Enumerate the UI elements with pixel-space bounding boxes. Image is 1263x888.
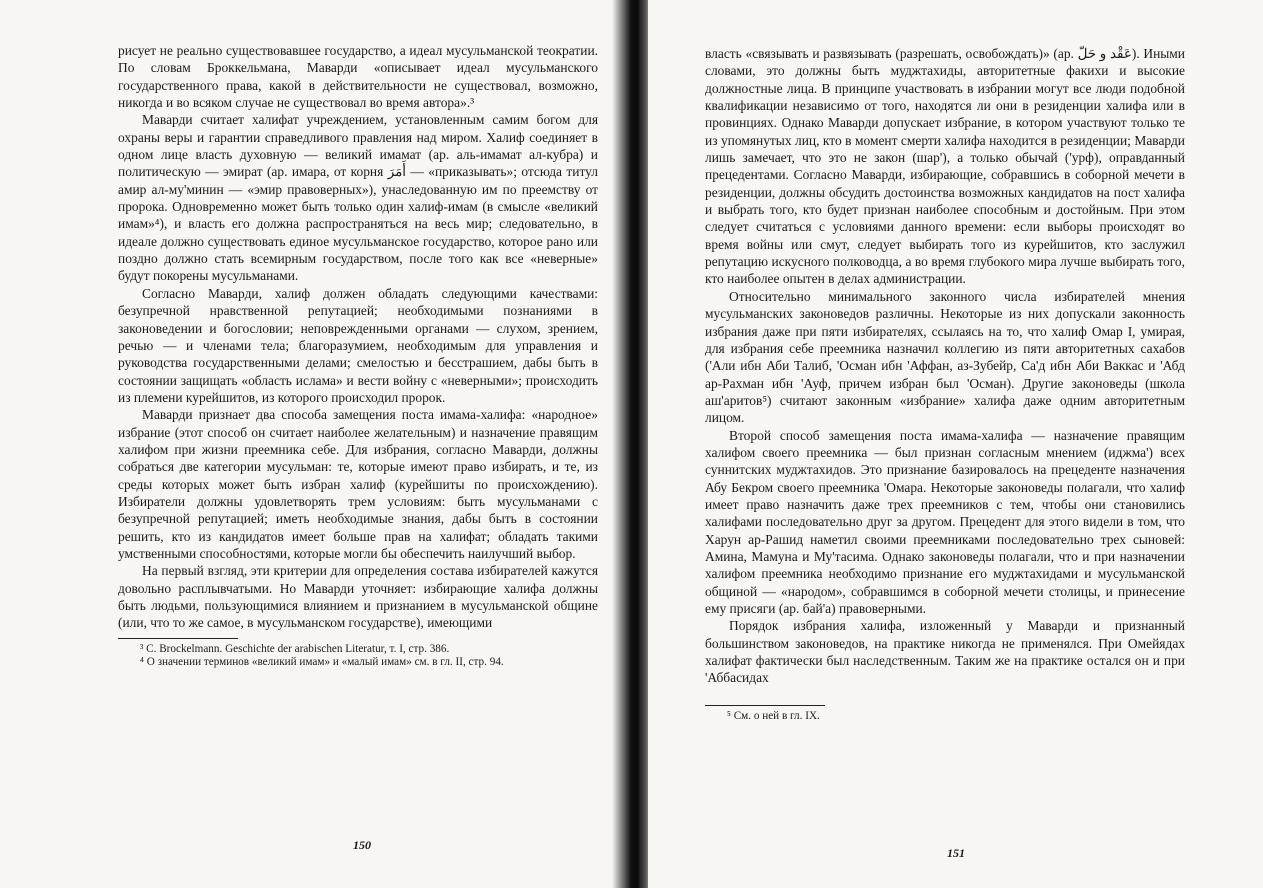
- right-text-column: [705, 45, 1185, 723]
- paragraph: рисует не реально существовавшее государство, а идеал мусульманской теократии. По словам Броккельмана, Маварди «описывает идеал мусульманского государственного права, какой в действительности не существовал, возможно, никогда и во всяком случае не существовал во время автора».³: [118, 43, 598, 111]
- paragraph: Второй способ замещения поста имама-халифа — назначение правящим халифом своего преемника — был признан согласным мнением (иджма') всех суннитских муджтахидов. Это признание базировалось на прецеденте назначения Абу Бекром своего преемника 'Омара. Некоторые законоведы полагали, что халиф имеет право назначить даже трех преемников с тем, чтобы они становились халифами последовательно друг за другом. Прецедент для этого видели в том, что Харун ар-Рашид наметил своими преемниками последовательно трех сыновей: Амина, Мамуна и Му'тасима. Однако законоведы полагали, что и при назначении халифом преемника необходимо признание его муджтахидами и мусульманской общиной — «народом», собравшимся в соборной мечети столицы, и принесение ему присяги (ар. бай'а) правоверными.: [705, 427, 1185, 616]
- paragraph: Порядок избрания халифа, изложенный у Маварди и признанный большинством законоведов, на практике никогда не применялся. При Омейядах халифат фактически был наследственным. Таким же на практике остался он и при 'Аббасидах: [705, 618, 1185, 686]
- paragraph: власть «связывать и развязывать (разрешать, освобождать)» (ар. عَقْد و حَلّ). Иными словами, это должны быть муджтахиды, авторитетные факихи и высокие должностные лица. В принципе участвовать в избрании могут все люди подобной квалификации независимо от того, находятся ли они в резиденции халифа или в провинциях. Однако Маварди допускает избрание, в котором участвуют только те из упомянутых лиц, кто в момент смерти халифа находится в резиденции; Маварди лишь замечает, что это не закон (шар'), а только обычай ('урф), оправданный прецедентами. Согласно Маварди, избирающие, собравшись в соборной мечети в резиденции, должны обсудить достоинства возможных кандидатов на пост халифа и выбрать того, кто будет признан наиболее способным и достойным. При этом следует считаться с условиями данного времени: если выборы происходят во время войны или смут, следует выбирать того из курейшитов, кто заслужил репутацию искусного полководца, а во время глубокого мира лучше выбирать того, кто наиболее опытен в делах администрации.: [705, 46, 1185, 287]
- paragraph: Согласно Маварди, халиф должен обладать следующими качествами: безупречной нравственной репутацией; необходимыми познаниями в законоведении и богословии; неповрежденными органами — слухом, зрением, речью — и членами тела; благоразумием, необходимым для управления и руководства государственными делами; смелостью и бесстрашием, дабы быть в состоянии защищать «область ислама» и вести войну с «неверными»; происходить из племени курейшитов, из которого происходил пророк.: [118, 285, 598, 405]
- footnote: ³ C. Brockelmann. Geschichte der arabischen Literatur, т. I, стр. 386.: [140, 642, 450, 655]
- paragraph: Маварди считает халифат учреждением, установленным самим богом для охраны веры и гарантии справедливого правления над миром. Халиф соединяет в одном лице власть духовную — великий имамат (ар. аль-имамат ал-кубра) и политическую — эмират (ар. имара, от корня أَمَرَ — «приказывать»; отсюда титул амир ал-му'минин — «эмир правоверных»), унаследованную им по преемству от пророка. Одновременно может быть только один халиф-имам (в смысле «великий имам»⁴), и власть его должна распространяться на весь мир; следовательно, в идеале должно существовать единое мусульманское государство, которое рано или поздно должно стать всемирным государством, после того как все «неверные» будут покорены мусульманами.: [118, 112, 598, 284]
- paragraph: Относительно минимального законного числа избирателей мнения мусульманских законоведов различны. Некоторые из них допускали законность избрания даже при пяти избирателях, ссылаясь на то, что халиф Омар I, умирая, для избрания себе преемника назначил коллегию из пяти авторитетных сахабов ('Али ибн Аби Талиб, 'Осман ибн 'Аффан, аз-Зубейр, Са'д ибн Аби Ваккас и 'Абд ар-Рахман ибн 'Ауф, причем избран был 'Осман). Другие законоведы (школа аш'аритов⁵) считают законным «избрание» халифа даже одним авторитетным лицом.: [705, 288, 1185, 426]
- footnote-divider: [705, 705, 825, 706]
- left-text-column: [118, 42, 598, 670]
- footnote: ⁵ См. о ней в гл. IX.: [727, 709, 820, 722]
- footnote-divider: [118, 638, 238, 639]
- paragraph: На первый взгляд, эти критерии для определения состава избирателей кажутся довольно расплывчатыми. Но Маварди уточняет: избирающие халифа должны быть людьми, пользующимися влиянием и признанием в мусульманской общине (или, что то же самое, в мусульманском государстве), имеющими: [118, 563, 598, 631]
- page-number: 151: [947, 846, 965, 860]
- right-page: [648, 0, 1263, 888]
- footnote: ⁴ О значении терминов «великий имам» и «малый имам» см. в гл. II, стр. 94.: [140, 656, 504, 669]
- paragraph: Маварди признает два способа замещения поста имама-халифа: «народное» избрание (этот способ он считает наиболее желательным) и назначение правящим халифом при жизни преемника себе. Для избрания, согласно Маварди, должны собраться две категории мусульман: те, которые имеют право избирать, и те, из среды которых может быть избран халиф (курейшиты по происхождению). Избиратели должны удовлетворять трем условиям: быть мусульманами с безупречной репутацией; иметь необходимые знания, дабы быть в состоянии решить, кто из кандидатов имеет больше прав на халифат; обладать такими умственными способностями, которые могли бы обеспечить наилучший выбор.: [118, 407, 598, 561]
- page-number: 150: [353, 838, 371, 852]
- left-page: [0, 0, 618, 888]
